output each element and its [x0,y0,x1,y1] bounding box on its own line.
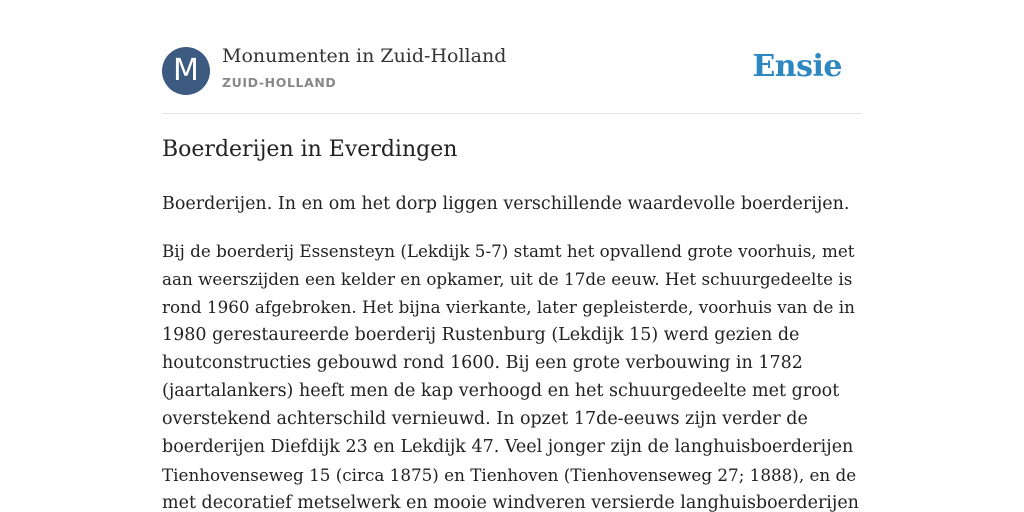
paragraph-line: Tienhovenseweg 15 (circa 1875) en Tienhoven (Tienhovenseweg 27; 1888), en de [162,465,857,485]
header [162,0,862,114]
paragraph-line: overstekend achterschild vernieuwd. In opzet 17de-eeuws zijn verder de [162,409,808,429]
source-title-link[interactable]: Monumenten in Zuid-Holland [222,45,507,67]
article-paragraph-2 [162,237,862,512]
paragraph-line: 1980 gerestaureerde boerderij Rustenburg (Lekdijk 15) werd gezien de [162,325,800,345]
source-avatar[interactable]: M [162,47,210,95]
article-paragraph-1: Boerderijen. In en om het dorp liggen verschillende waardevolle boerderijen. [162,194,850,214]
paragraph-line: houtconstructies gebouwd rond 1600. Bij een grote verbouwing in 1782 [162,353,803,373]
paragraph-line: Bij de boerderij Essensteyn (Lekdijk 5-7) stamt het opvallend grote voorhuis, met [162,241,855,261]
source-subtitle: ZUID-HOLLAND [222,75,337,90]
article-title: Boerderijen in Everdingen [162,137,458,162]
paragraph-line: boerderijen Diefdijk 23 en Lekdijk 47. Veel jonger zijn de langhuisboerderijen [162,437,854,457]
ensie-logo[interactable]: Ensie [752,49,842,84]
paragraph-line: rond 1960 afgebroken. Het bijna vierkante, later gepleisterde, voorhuis van de in [162,297,855,317]
paragraph-line: aan weerszijden een kelder en opkamer, uit de 17de eeuw. Het schuurgedeelte is [162,269,853,289]
content-container [162,0,862,512]
paragraph-line: (jaartalankers) heeft men de kap verhoogd en het schuurgedeelte met groot [162,381,840,401]
paragraph-line: met decoratief metselwerk en mooie windveren versierde langhuisboerderijen [162,493,859,512]
